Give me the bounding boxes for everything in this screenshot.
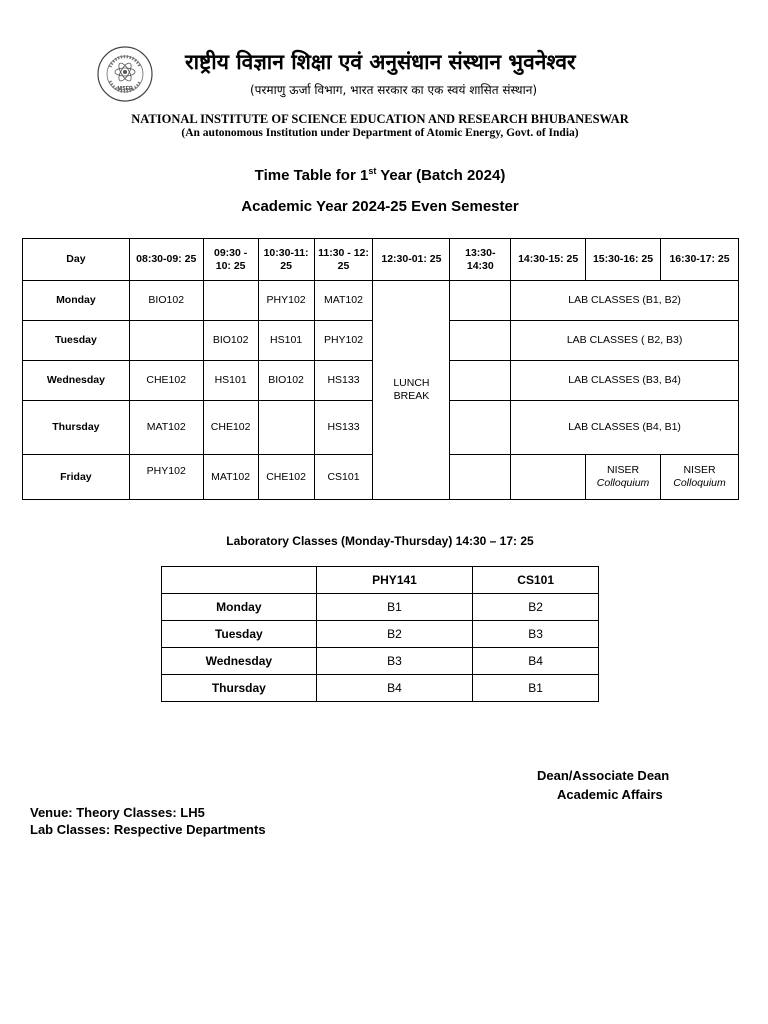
course-cell (129, 321, 203, 361)
lab-table-caption: Laboratory Classes (Monday-Thursday) 14:30 – 17: 25 (226, 534, 534, 548)
empty-cell (450, 401, 511, 455)
lab-batch: B1 (473, 675, 599, 702)
course-cell: BIO102 (129, 281, 203, 321)
lab-day: Wednesday (162, 648, 317, 675)
course-cell: HS101 (203, 361, 258, 401)
course-cell: MAT102 (203, 455, 258, 500)
lab-batch: B4 (473, 648, 599, 675)
niser-logo-icon (96, 45, 154, 103)
lab-table (161, 566, 599, 702)
academic-year-title: Academic Year 2024-25 Even Semester (241, 198, 519, 215)
table-row (162, 621, 599, 648)
title-sup: st (368, 166, 377, 176)
institute-title-hindi: राष्ट्रीय विज्ञान शिक्षा एवं अनुसंधान संस्थान भुवनेश्वर (185, 50, 576, 74)
lab-batch: B2 (316, 621, 473, 648)
empty-cell (450, 321, 511, 361)
course-cell: PHY102 (129, 455, 203, 500)
empty-cell (450, 361, 511, 401)
course-cell: HS133 (314, 361, 373, 401)
timetable-title (0, 166, 760, 184)
day-wednesday: Wednesday (23, 361, 130, 401)
header-slot-6: 13:30-14:30 (450, 239, 511, 281)
course-cell: MAT102 (314, 281, 373, 321)
colloquium-name: NISER (606, 464, 640, 476)
lab-batch: B1 (316, 594, 473, 621)
table-row-monday (23, 281, 739, 321)
colloquium-name: NISER (683, 464, 716, 476)
table-row (162, 675, 599, 702)
header-slot-2: 09:30 - 10: 25 (203, 239, 258, 281)
lab-classes-tuesday: LAB CLASSES ( B2, B3) (511, 321, 739, 361)
institute-subtitle-english: (An autonomous Institution under Department of Atomic Energy, Govt. of India) (181, 127, 579, 139)
lab-day: Monday (162, 594, 317, 621)
timetable (22, 238, 739, 500)
course-cell: BIO102 (203, 321, 258, 361)
lab-header-cs101: CS101 (473, 567, 599, 594)
course-cell: CHE102 (258, 455, 314, 500)
lab-batch: B3 (473, 621, 599, 648)
course-cell: CS101 (314, 455, 373, 500)
course-cell (203, 281, 258, 321)
day-tuesday: Tuesday (23, 321, 130, 361)
day-thursday: Thursday (23, 401, 130, 455)
header-slot-9: 16:30-17: 25 (661, 239, 739, 281)
course-cell (258, 401, 314, 455)
lab-classes-thursday: LAB CLASSES (B4, B1) (511, 401, 739, 455)
course-cell: CHE102 (203, 401, 258, 455)
header-slot-4: 11:30 - 12: 25 (314, 239, 373, 281)
header-slot-8: 15:30-16: 25 (586, 239, 661, 281)
course-cell: BIO102 (258, 361, 314, 401)
venue-lab: Lab Classes: Respective Departments (30, 822, 266, 837)
signatory-title: Dean/Associate Dean (537, 768, 670, 783)
course-cell: CHE102 (129, 361, 203, 401)
colloquium-label: Colloquium (673, 477, 726, 489)
lab-classes-wednesday: LAB CLASSES (B3, B4) (511, 361, 739, 401)
lab-header-blank (162, 567, 317, 594)
title-post: Year (Batch 2024) (376, 167, 506, 184)
day-monday: Monday (23, 281, 130, 321)
colloquium-label: Colloquium (596, 477, 650, 489)
header-slot-5: 12:30-01: 25 (373, 239, 450, 281)
empty-cell (450, 281, 511, 321)
lab-classes-monday: LAB CLASSES (B1, B2) (511, 281, 739, 321)
header-slot-7: 14:30-15: 25 (511, 239, 586, 281)
course-cell: PHY102 (258, 281, 314, 321)
signatory-office: Academic Affairs (557, 787, 663, 802)
venue-theory: Venue: Theory Classes: LH5 (30, 805, 205, 820)
institute-title-english: NATIONAL INSTITUTE OF SCIENCE EDUCATION AND RESEARCH BHUBANESWAR (131, 112, 629, 126)
empty-cell (450, 455, 511, 500)
lab-table-header-row (162, 567, 599, 594)
day-friday: Friday (23, 455, 130, 500)
title-pre: Time Table for 1 (254, 167, 369, 184)
header-slot-3: 10:30-11: 25 (258, 239, 314, 281)
course-cell: HS133 (314, 401, 373, 455)
lab-day: Tuesday (162, 621, 317, 648)
table-row (162, 648, 599, 675)
lab-day: Thursday (162, 675, 317, 702)
course-cell: MAT102 (129, 401, 203, 455)
empty-cell (511, 455, 586, 500)
header-slot-1: 08:30-09: 25 (129, 239, 203, 281)
lab-batch: B2 (473, 594, 599, 621)
colloquium-cell (586, 455, 661, 500)
header-day: Day (23, 239, 130, 281)
course-cell: PHY102 (314, 321, 373, 361)
lunch-break: LUNCH BREAK (373, 281, 450, 500)
lab-batch: B3 (316, 648, 473, 675)
lab-batch: B4 (316, 675, 473, 702)
course-cell: HS101 (258, 321, 314, 361)
timetable-header-row (23, 239, 739, 281)
colloquium-cell (661, 455, 739, 500)
lab-header-phy141: PHY141 (316, 567, 473, 594)
table-row (162, 594, 599, 621)
logo-text: NISER (117, 86, 133, 92)
institute-subtitle-hindi: (परमाणु ऊर्जा विभाग, भारत सरकार का एक स्वयं शासित संस्थान) (250, 83, 538, 97)
